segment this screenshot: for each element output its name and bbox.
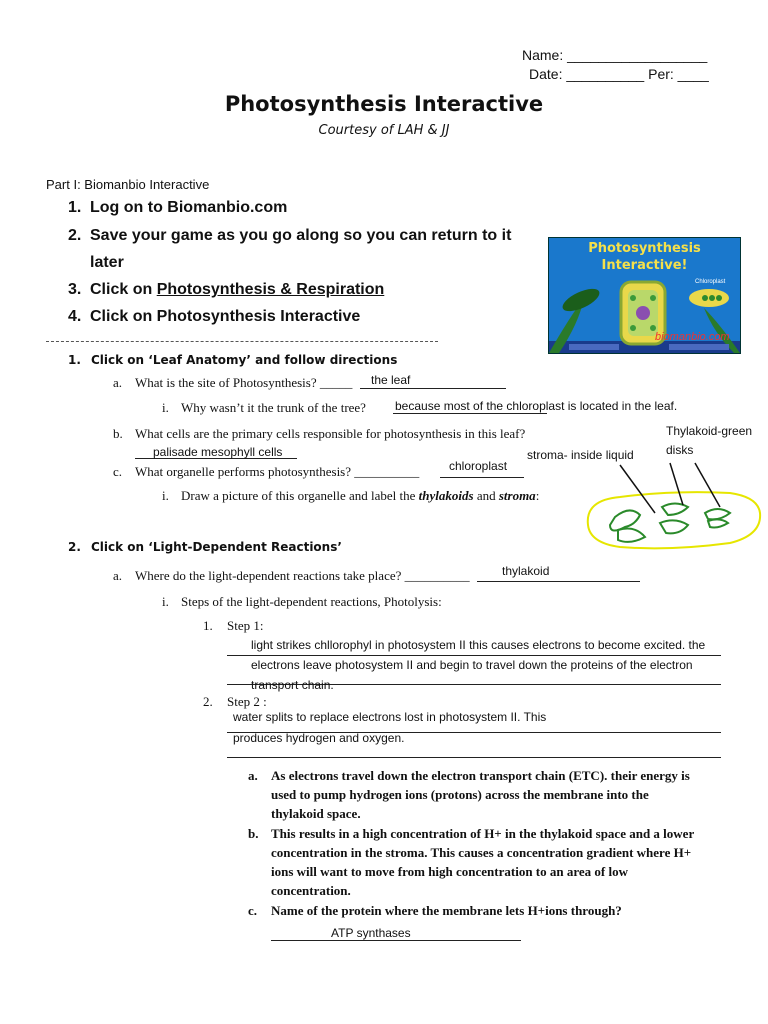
- step1-answer-3[interactable]: transport chain.: [251, 678, 334, 692]
- step2-label: 2.: [203, 694, 213, 709]
- step1-label: 1.: [203, 618, 213, 633]
- step2-line-2: [227, 757, 721, 758]
- page-title: Photosynthesis Interactive: [224, 92, 544, 116]
- step-3-prefix: Click on: [90, 281, 157, 298]
- sub-b-line-1: This results in a high concentration of H+ in the thylakoid space and a lower: [271, 826, 695, 841]
- step-3-text: [90, 281, 384, 299]
- q2ai-label: i.: [162, 594, 169, 609]
- q1ci-stroma: stroma: [498, 488, 536, 503]
- section-divider: [46, 341, 438, 342]
- step1-line-1: [227, 655, 721, 656]
- step-4-text: Click on Photosynthesis Interactive: [90, 308, 361, 325]
- q1c-label: c.: [113, 464, 123, 479]
- step1-answer-1[interactable]: light strikes chllorophyl in photosystem II this causes electrons to become excited. the: [251, 638, 706, 652]
- section-1-number: 1.: [68, 353, 81, 367]
- thumbnail-chloroplast-label: Chloroplast: [695, 279, 726, 285]
- q1ci-text-mid: and: [473, 488, 499, 503]
- sub-a-line-1: As electrons travel down the electron transport chain (ETC). their energy is: [271, 768, 690, 783]
- q1b-label: b.: [113, 426, 123, 441]
- q1a-text: What is the site of Photosynthesis? _____: [135, 375, 353, 390]
- q1a-answer[interactable]: the leaf: [371, 373, 411, 387]
- q1ci-thylakoids: thylakoids: [418, 488, 474, 503]
- q2a-text: Where do the light-dependent reactions take place? __________: [135, 568, 470, 583]
- page-subtitle: Courtesy of LAH & JJ: [318, 123, 450, 138]
- step1-title: Step 1:: [227, 618, 264, 633]
- name-field[interactable]: Name: __________________: [522, 47, 708, 63]
- part1-heading: Part I: Biomanbio Interactive: [46, 177, 210, 192]
- q1ai-label: i.: [162, 400, 169, 415]
- final-answer[interactable]: ATP synthases: [331, 926, 411, 940]
- step-2-number: 2.: [68, 227, 82, 244]
- final-answer-line: [271, 940, 521, 941]
- q1ai-answer[interactable]: because most of the chloroplast is located in the leaf.: [395, 399, 678, 413]
- sub-a-line-3: thylakoid space.: [271, 806, 361, 821]
- step1-answer-2[interactable]: electrons leave photosystem II and begin to travel down the proteins of the electron: [251, 658, 693, 672]
- step-2-text-cont: later: [90, 254, 124, 271]
- q2ai-text: Steps of the light-dependent reactions, Photolysis:: [181, 594, 442, 609]
- step2-answer-1[interactable]: water splits to replace electrons lost in photosystem II. This: [233, 710, 547, 724]
- step-1-number: 1.: [68, 199, 82, 216]
- q1c-answer-line: [440, 477, 524, 478]
- section-1-heading: Click on ‘Leaf Anatomy’ and follow directions: [91, 353, 398, 367]
- q1ai-text: Why wasn’t it the trunk of the tree?: [181, 400, 366, 415]
- chloroplast-drawing: [580, 455, 765, 555]
- q1ci-label: i.: [162, 488, 169, 503]
- q1a-label: a.: [113, 375, 123, 390]
- date-per-field[interactable]: Date: __________ Per: ____: [529, 66, 709, 82]
- thumbnail-title-1: Photosynthesis: [588, 241, 701, 256]
- sub-b-label: b.: [248, 826, 259, 841]
- q2a-label: a.: [113, 568, 123, 583]
- q1ci-text-before: Draw a picture of this organelle and label the: [181, 488, 419, 503]
- section-2-number: 2.: [68, 540, 81, 554]
- sub-a-line-2: used to pump hydrogen ions (protons) across the membrane into the: [271, 787, 649, 802]
- thylakoid-label-1: Thylakoid-green: [666, 424, 753, 438]
- stroma-label: stroma- inside liquid: [527, 448, 634, 462]
- sub-b-line-3: ions will want to move from high concentration to an area of low: [271, 864, 628, 879]
- photosynthesis-interactive-thumbnail: [548, 237, 741, 354]
- step-1-text: Log on to Biomanbio.com: [90, 199, 288, 216]
- sub-b-line-4: concentration.: [271, 883, 351, 898]
- step-4-number: 4.: [68, 308, 82, 325]
- thylakoid-label-2: disks: [666, 443, 694, 457]
- q1ai-answer-line: [393, 413, 547, 414]
- q1a-answer-line: [360, 388, 506, 389]
- sub-c-line-1: Name of the protein where the membrane lets H+ions through?: [271, 903, 622, 918]
- q1c-text: What organelle performs photosynthesis? __________: [135, 464, 420, 479]
- q1ci-text-after: :: [535, 488, 540, 503]
- section-2-heading: Click on ‘Light-Dependent Reactions’: [91, 540, 342, 554]
- thumbnail-title-2: Interactive!: [601, 258, 688, 273]
- q1b-answer[interactable]: palisade mesophyll cells: [153, 445, 283, 459]
- q1b-text: What cells are the primary cells responsible for photosynthesis in this leaf?: [135, 426, 526, 441]
- q1c-answer[interactable]: chloroplast: [449, 459, 508, 473]
- step-2-text: Save your game as you go along so you can return to it: [90, 227, 512, 244]
- sub-a-label: a.: [248, 768, 258, 783]
- q2a-answer[interactable]: thylakoid: [502, 564, 550, 578]
- q2a-answer-line: [477, 581, 640, 582]
- sub-b-line-2: concentration in the stroma. This causes a concentration gradient where H+: [271, 845, 692, 860]
- sub-c-label: c.: [248, 903, 258, 918]
- thumbnail-watermark: biomanbio.com: [655, 331, 730, 343]
- q1ci-text: [181, 488, 539, 504]
- step-3-number: 3.: [68, 281, 82, 298]
- step2-answer-2[interactable]: produces hydrogen and oxygen.: [233, 731, 405, 745]
- photosynthesis-respiration-link[interactable]: Photosynthesis & Respiration: [156, 281, 385, 298]
- step2-title: Step 2 :: [227, 694, 267, 709]
